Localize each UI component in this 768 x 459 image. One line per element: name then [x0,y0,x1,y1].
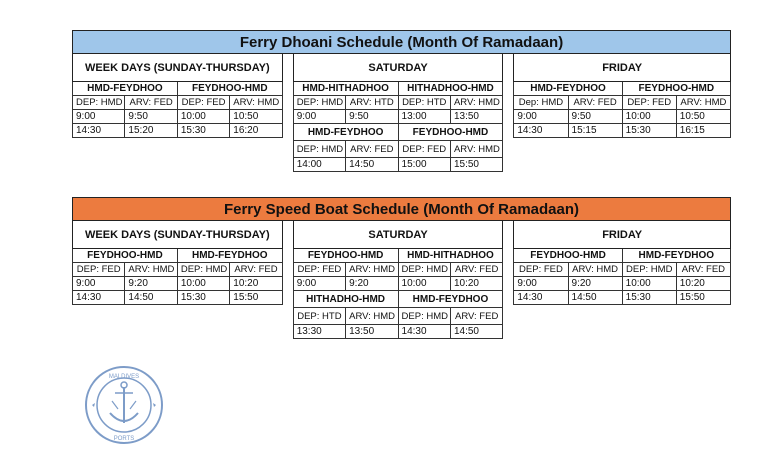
time-cell: 16:20 [230,124,282,138]
table-row [293,158,503,172]
column-header: DEP: FED [514,263,568,277]
timetable [293,249,504,339]
column-header: DEP: FED [398,141,450,158]
time-cell: 14:30 [73,291,125,305]
column-header: Dep: HMD [514,96,568,110]
dhoani-saturday [293,54,504,172]
time-cell: 14:30 [398,325,450,339]
route-name: HITHADHO-HMD [293,291,398,308]
time-cell: 10:20 [450,277,502,291]
column-header: DEP: FED [73,263,125,277]
time-cell: 15:30 [622,124,676,138]
time-cell: 15:30 [622,291,676,305]
time-cell: 14:00 [293,158,345,172]
column-header: ARV: HMD [568,263,622,277]
route-name: HMD-HITHADHOO [293,82,398,96]
column-header: ARV: HTD [346,96,398,110]
time-cell: 9:20 [568,277,622,291]
table-row [293,277,503,291]
time-cell: 10:00 [398,277,450,291]
time-cell: 9:00 [73,110,125,124]
column-header: DEP: HMD [293,141,345,158]
time-cell: 15:00 [398,158,450,172]
time-cell: 9:50 [568,110,622,124]
time-cell: 13:50 [346,325,398,339]
dhoani-friday [513,54,731,172]
column-header: DEP: HMD [622,263,676,277]
section-label: FRIDAY [513,221,731,249]
table-row [73,291,283,305]
route-name: HMD-FEYDHOO [177,249,282,263]
timetable [293,82,504,172]
column-header: DEP: HMD [398,263,450,277]
column-header: ARV: FED [676,263,730,277]
route-name: FEYDHOO-HMD [177,82,282,96]
column-header: ARV: FED [346,141,398,158]
time-cell: 9:00 [293,110,345,124]
table-row [293,325,503,339]
time-cell: 13:00 [398,110,450,124]
column-header: DEP: FED [177,96,229,110]
column-header: DEP: HMD [293,96,345,110]
time-cell: 14:30 [514,124,568,138]
time-cell: 15:30 [177,291,229,305]
time-cell: 10:00 [622,110,676,124]
table-row [514,124,731,138]
time-cell: 15:20 [125,124,177,138]
column-header: ARV: FED [450,308,502,325]
seal-top-text: MALDIVES [108,374,140,380]
route-name: HMD-FEYDHOO [293,124,398,141]
column-header: ARV: FED [230,263,282,277]
column-header: DEP: HTD [398,96,450,110]
table-row [73,110,283,124]
section-label: WEEK DAYS (SUNDAY-THURSDAY) [72,221,283,249]
time-cell: 14:50 [568,291,622,305]
time-cell: 15:50 [450,158,502,172]
time-cell: 15:50 [230,291,282,305]
time-cell: 9:00 [514,110,568,124]
time-cell: 10:50 [230,110,282,124]
table-row [73,277,283,291]
time-cell: 9:50 [125,110,177,124]
speedboat-schedule [72,197,731,339]
route-name: HMD-HITHADHOO [398,249,503,263]
speedboat-friday [513,221,731,339]
route-name: FEYDHOO-HMD [398,124,503,141]
table-row [73,124,283,138]
route-name: FEYDHOO-HMD [73,249,178,263]
route-name: FEYDHOO-HMD [514,249,622,263]
time-cell: 10:00 [622,277,676,291]
route-name: FEYDHOO-HMD [293,249,398,263]
time-cell: 15:15 [568,124,622,138]
timetable [513,249,731,305]
column-header: ARV: HMD [125,263,177,277]
column-header: ARV: HMD [230,96,282,110]
dhoani-title: Ferry Dhoani Schedule (Month Of Ramadaan) [72,30,731,54]
column-header: DEP: HTD [293,308,345,325]
route-name: FEYDHOO-HMD [622,82,730,96]
column-header: DEP: FED [293,263,345,277]
time-cell: 10:50 [676,110,730,124]
dhoani-weekdays [72,54,283,172]
time-cell: 14:50 [346,158,398,172]
speedboat-weekdays [72,221,283,339]
route-name: HITHADHOO-HMD [398,82,503,96]
column-header: ARV: HMD [450,141,502,158]
route-name: HMD-FEYDHOO [73,82,178,96]
column-header: DEP: HMD [73,96,125,110]
speedboat-title: Ferry Speed Boat Schedule (Month Of Ramadaan) [72,197,731,221]
column-header: DEP: HMD [398,308,450,325]
route-name: HMD-FEYDHOO [622,249,730,263]
time-cell: 16:15 [676,124,730,138]
section-label: FRIDAY [513,54,731,82]
time-cell: 14:50 [450,325,502,339]
time-cell: 10:20 [676,277,730,291]
section-label: SATURDAY [293,54,504,82]
time-cell: 9:50 [346,110,398,124]
time-cell: 14:50 [125,291,177,305]
timetable [72,249,283,305]
column-header: DEP: FED [622,96,676,110]
column-header: ARV: FED [450,263,502,277]
route-name: HMD-FEYDHOO [514,82,622,96]
time-cell: 15:50 [676,291,730,305]
time-cell: 10:00 [177,110,229,124]
time-cell: 14:30 [73,124,125,138]
table-row [514,291,731,305]
time-cell: 14:30 [514,291,568,305]
seal-bottom-text: PORTS [113,436,135,442]
time-cell: 10:20 [230,277,282,291]
speedboat-saturday [293,221,504,339]
section-label: WEEK DAYS (SUNDAY-THURSDAY) [72,54,283,82]
column-header: ARV: HMD [346,308,398,325]
time-cell: 9:20 [125,277,177,291]
column-header: ARV: HMD [346,263,398,277]
time-cell: 9:00 [514,277,568,291]
dhoani-schedule [72,30,731,172]
time-cell: 13:50 [450,110,502,124]
column-header: ARV: HMD [450,96,502,110]
column-header: DEP: HMD [177,263,229,277]
timetable [72,82,283,138]
table-row [293,110,503,124]
route-name: HMD-FEYDHOO [398,291,503,308]
anchor-seal-icon [82,363,166,447]
table-row [514,277,731,291]
time-cell: 13:30 [293,325,345,339]
column-header: ARV: FED [568,96,622,110]
time-cell: 9:00 [73,277,125,291]
time-cell: 15:30 [177,124,229,138]
time-cell: 9:00 [293,277,345,291]
section-label: SATURDAY [293,221,504,249]
time-cell: 9:20 [346,277,398,291]
column-header: ARV: HMD [676,96,730,110]
column-header: ARV: FED [125,96,177,110]
timetable [513,82,731,138]
time-cell: 10:00 [177,277,229,291]
table-row [514,110,731,124]
